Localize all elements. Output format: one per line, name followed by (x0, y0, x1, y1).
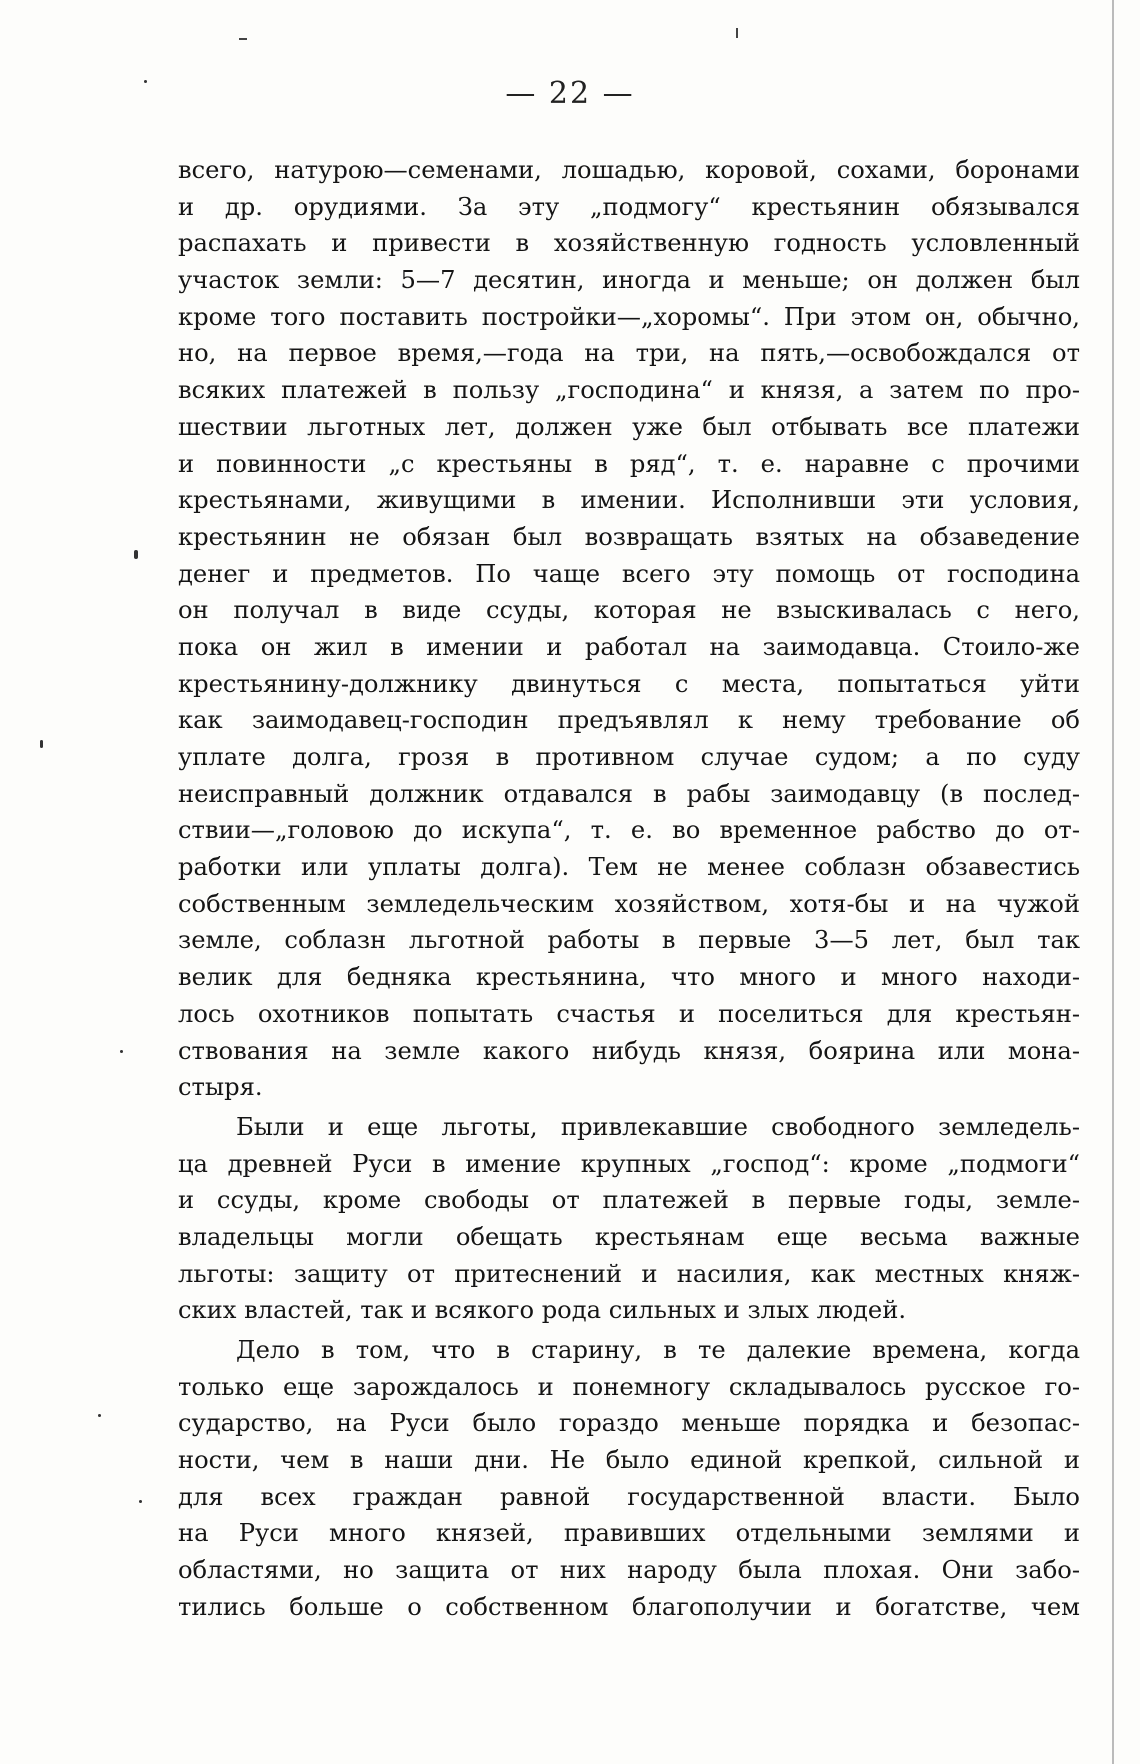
text-line: и повинности „с крестьяны в ряд“, т. е. наравне с прочими (178, 449, 1080, 478)
text-line: но, на первое время,—года на три, на пять,—освобождался от (178, 339, 1080, 368)
text-line: Дело в том, что в старину, в те далекие времена, когда (236, 1336, 1080, 1364)
text-line: владельцы могли обещать крестьянам еще весьма важные (178, 1222, 1080, 1251)
text-line: ности, чем в наши дни. Не было единой крепкой, сильной и (178, 1446, 1080, 1475)
scan-speck (98, 1414, 101, 1417)
text-line: ствии—„головою до искупа“, т. е. во временное рабство до от- (178, 816, 1080, 845)
text-line: пока он жил в имении и работал на заимодавца. Стоило-же (178, 632, 1080, 661)
text-line: и др. орудиями. За эту „подмогу“ крестьянин обязывался (178, 192, 1080, 221)
text-line: денег и предметов. По чаще всего эту помощь от господина (178, 559, 1080, 588)
text-line: льготы: защиту от притеснений и насилия, как местных княж- (178, 1259, 1080, 1288)
text-line: уплате долга, грозя в противном случае судом; а по суду (178, 743, 1080, 771)
paragraph (178, 152, 1080, 1106)
text-line: ца древней Руси в имение крупных „господ“: кроме „подмоги“ (178, 1149, 1080, 1178)
scan-mark (736, 28, 738, 38)
text-line: всего, натурою—семенами, лошадью, коровой, сохами, боронами (178, 156, 1080, 184)
scan-speck (120, 1050, 123, 1053)
text-line: на Руси много князей, правивших отдельными землями и (178, 1519, 1080, 1548)
text-line: ских властей, так и всякого рода сильных и злых людей. (178, 1296, 907, 1325)
text-line: собственным земледельческим хозяйством, хотя-бы и на чужой (178, 889, 1080, 918)
text-line: он получал в виде ссуды, которая не взыскивалась с него, (178, 596, 1080, 625)
text-line: и ссуды, кроме свободы от платежей в первые годы, земле- (178, 1186, 1080, 1215)
text-line: сударство, на Руси было гораздо меньше порядка и безопас- (178, 1409, 1080, 1438)
text-line: тились больше о собственном благополучии и богатстве, чем (178, 1592, 1080, 1621)
text-line: стыря. (178, 1073, 263, 1102)
text-line: только еще зарождалось и понемногу складывалось русское го- (178, 1372, 1080, 1401)
text-line: областями, но защита от них народу была плохая. Они забо- (178, 1556, 1080, 1585)
text-line: всяких платежей в пользу „господина“ и князя, а затем по про- (178, 376, 1080, 405)
text-line: земле, соблазн льготной работы в первые 3—5 лет, был так (178, 926, 1080, 955)
scan-mark (239, 38, 247, 40)
text-line: Были и еще льготы, привлекавшие свободного земледель- (236, 1112, 1080, 1141)
text-line: распахать и привести в хозяйственную годность условленный (178, 229, 1080, 258)
body-text (178, 152, 1080, 1626)
text-line: работки или уплаты долга). Тем не менее соблазн обзавестись (178, 853, 1080, 882)
scan-speck (134, 550, 138, 559)
text-line: лось охотников попытать счастья и поселиться для крестьян- (178, 999, 1080, 1028)
scan-mark (1112, 0, 1114, 1764)
page-number: — 22 — (505, 76, 635, 111)
text-line: шествии льготных лет, должен уже был отбывать все платежи (178, 412, 1080, 441)
text-line: для всех граждан равной государственной власти. Было (178, 1482, 1080, 1511)
paragraph (178, 1332, 1080, 1626)
text-line: как заимодавец-господин предъявлял к нему требование об (178, 706, 1080, 735)
text-line: ствования на земле какого нибудь князя, боярина или мона- (178, 1036, 1080, 1065)
paragraph (178, 1109, 1080, 1329)
text-line: велик для бедняка крестьянина, что много и много находи- (178, 963, 1080, 992)
text-line: крестьянин не обязан был возвращать взятых на обзаведение (178, 522, 1080, 551)
text-line: неисправный должник отдавался в рабы заимодавцу (в послед- (178, 779, 1080, 808)
text-line: крестьянами, живущими в имении. Исполнивши эти условия, (178, 486, 1080, 515)
text-line: крестьянину-должнику двинуться с места, попытаться уйти (178, 669, 1080, 698)
text-line: участок земли: 5—7 десятин, иногда и меньше; он должен был (178, 266, 1080, 295)
scan-speck (40, 740, 43, 748)
text-line: кроме того поставить постройки—„хоромы“. При этом он, обычно, (178, 302, 1080, 331)
scan-speck (139, 1500, 142, 1503)
